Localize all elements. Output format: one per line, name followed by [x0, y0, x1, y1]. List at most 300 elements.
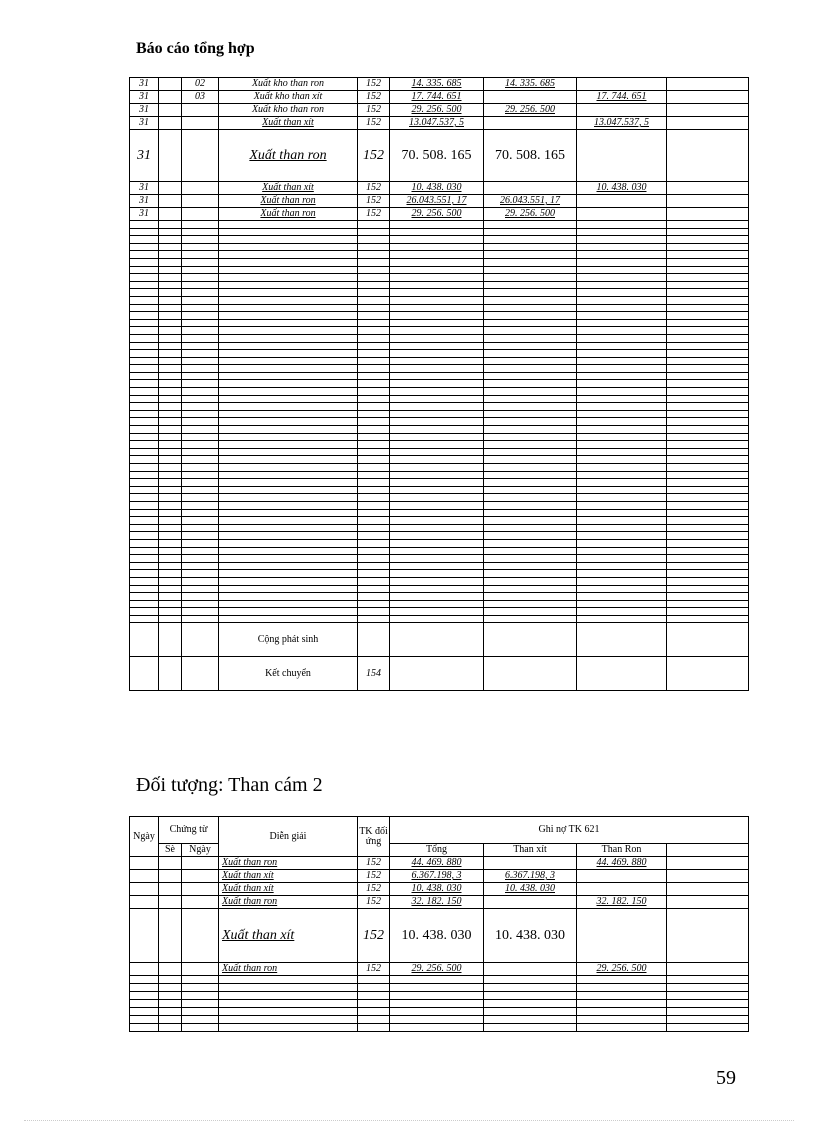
cell-so — [159, 78, 182, 91]
header-ghi-no: Ghi nợ TK 621 — [390, 817, 749, 844]
empty-cell — [484, 357, 577, 365]
cell-col2: 14. 335. 685 — [484, 78, 577, 91]
cell-ngay: 31 — [130, 78, 159, 91]
empty-cell — [667, 410, 749, 418]
empty-row — [130, 448, 749, 456]
empty-cell — [390, 251, 484, 259]
empty-row — [130, 236, 749, 244]
empty-cell — [667, 615, 749, 623]
empty-cell — [390, 433, 484, 441]
empty-row — [130, 312, 749, 320]
empty-cell — [159, 243, 182, 251]
cell-col4 — [667, 104, 749, 117]
empty-cell — [159, 657, 182, 691]
empty-cell — [484, 532, 577, 540]
empty-cell — [390, 365, 484, 373]
empty-cell — [159, 532, 182, 540]
cell-tk: 152 — [358, 896, 390, 909]
cell-col2: 29. 256. 500 — [484, 208, 577, 221]
empty-cell — [130, 479, 159, 487]
empty-cell — [577, 426, 667, 434]
empty-cell — [484, 1016, 577, 1024]
empty-cell — [182, 600, 219, 608]
cell-tong: 17. 744. 651 — [390, 91, 484, 104]
empty-cell — [390, 372, 484, 380]
cell-tk: 152 — [358, 883, 390, 896]
empty-cell — [577, 517, 667, 525]
empty-cell — [667, 976, 749, 984]
empty-cell — [182, 532, 219, 540]
empty-cell — [667, 464, 749, 472]
empty-cell — [484, 365, 577, 373]
empty-cell — [390, 289, 484, 297]
empty-cell — [577, 372, 667, 380]
empty-cell — [182, 593, 219, 601]
empty-row — [130, 486, 749, 494]
cell-ngay — [130, 857, 159, 870]
empty-cell — [159, 350, 182, 358]
empty-cell — [667, 289, 749, 297]
empty-cell — [390, 494, 484, 502]
cell-than-ron — [577, 883, 667, 896]
empty-row — [130, 342, 749, 350]
empty-cell — [484, 1008, 577, 1016]
empty-cell — [130, 281, 159, 289]
cell-ct-ngay — [182, 208, 219, 221]
empty-cell — [667, 251, 749, 259]
empty-cell — [358, 555, 390, 563]
empty-cell — [130, 441, 159, 449]
empty-cell — [358, 984, 390, 992]
empty-cell — [577, 395, 667, 403]
empty-cell — [219, 984, 358, 992]
empty-cell — [219, 562, 358, 570]
empty-cell — [390, 486, 484, 494]
empty-cell — [484, 570, 577, 578]
empty-cell — [130, 433, 159, 441]
cell-ct-ngay — [182, 104, 219, 117]
empty-cell — [159, 615, 182, 623]
empty-row — [130, 562, 749, 570]
cell-col4 — [667, 182, 749, 195]
empty-row — [130, 388, 749, 396]
table-row — [130, 909, 749, 963]
empty-cell — [390, 532, 484, 540]
empty-cell — [390, 281, 484, 289]
empty-cell — [358, 403, 390, 411]
cell-dien-giai: Xuất kho than ron — [219, 104, 358, 117]
empty-cell — [182, 984, 219, 992]
empty-cell — [219, 312, 358, 320]
empty-row — [130, 577, 749, 585]
empty-cell — [358, 577, 390, 585]
empty-cell — [130, 657, 159, 691]
empty-cell — [667, 547, 749, 555]
header-ngay-ct: Ngày — [182, 844, 219, 857]
empty-cell — [577, 418, 667, 426]
empty-row — [130, 479, 749, 487]
empty-cell — [159, 258, 182, 266]
empty-cell — [159, 274, 182, 282]
empty-cell — [390, 403, 484, 411]
empty-cell — [182, 433, 219, 441]
empty-cell — [667, 433, 749, 441]
empty-cell — [219, 426, 358, 434]
empty-cell — [484, 403, 577, 411]
empty-cell — [390, 501, 484, 509]
empty-cell — [130, 1024, 159, 1032]
empty-cell — [358, 992, 390, 1000]
empty-cell — [182, 274, 219, 282]
empty-cell — [390, 418, 484, 426]
cell-blank — [667, 870, 749, 883]
empty-cell — [577, 342, 667, 350]
empty-cell — [182, 251, 219, 259]
cell-ct-ngay — [182, 117, 219, 130]
empty-cell — [358, 258, 390, 266]
empty-cell — [484, 433, 577, 441]
empty-cell — [130, 555, 159, 563]
cell-so — [159, 182, 182, 195]
empty-cell — [484, 555, 577, 563]
empty-cell — [577, 539, 667, 547]
empty-row — [130, 441, 749, 449]
empty-cell — [159, 570, 182, 578]
empty-cell — [484, 976, 577, 984]
empty-cell — [219, 1016, 358, 1024]
empty-cell — [219, 976, 358, 984]
empty-cell — [182, 281, 219, 289]
empty-cell — [182, 334, 219, 342]
empty-cell — [182, 547, 219, 555]
empty-cell — [219, 243, 358, 251]
empty-cell — [577, 555, 667, 563]
empty-cell — [390, 992, 484, 1000]
empty-cell — [577, 501, 667, 509]
empty-cell — [130, 296, 159, 304]
empty-row — [130, 327, 749, 335]
cell-ngay: 31 — [130, 182, 159, 195]
empty-cell — [667, 657, 749, 691]
cell-col2: 26.043.551, 17 — [484, 195, 577, 208]
cell-col3: 13.047.537, 5 — [577, 117, 667, 130]
empty-cell — [484, 327, 577, 335]
empty-cell — [484, 410, 577, 418]
empty-cell — [182, 380, 219, 388]
empty-cell — [159, 327, 182, 335]
empty-cell — [667, 984, 749, 992]
cell-col4 — [667, 130, 749, 182]
empty-cell — [182, 608, 219, 616]
empty-cell — [130, 976, 159, 984]
empty-cell — [219, 281, 358, 289]
cell-dien-giai: Xuất than ron — [219, 857, 358, 870]
empty-cell — [358, 365, 390, 373]
empty-cell — [182, 464, 219, 472]
empty-cell — [667, 555, 749, 563]
empty-cell — [390, 304, 484, 312]
empty-cell — [130, 608, 159, 616]
empty-cell — [219, 992, 358, 1000]
empty-cell — [159, 289, 182, 297]
cell-dien-giai: Xuất kho than ron — [219, 78, 358, 91]
empty-cell — [219, 372, 358, 380]
empty-cell — [484, 418, 577, 426]
empty-cell — [577, 441, 667, 449]
cell-ct-ngay — [182, 909, 219, 963]
cell-blank — [667, 963, 749, 976]
cell-tong: 32. 182. 150 — [390, 896, 484, 909]
empty-cell — [484, 585, 577, 593]
empty-cell — [667, 585, 749, 593]
empty-cell — [159, 1024, 182, 1032]
empty-cell — [219, 228, 358, 236]
cell-ct-ngay — [182, 182, 219, 195]
empty-cell — [182, 1024, 219, 1032]
empty-cell — [390, 243, 484, 251]
empty-cell — [390, 342, 484, 350]
empty-cell — [390, 426, 484, 434]
empty-cell — [667, 334, 749, 342]
empty-cell — [358, 418, 390, 426]
empty-cell — [219, 585, 358, 593]
empty-cell — [159, 471, 182, 479]
empty-cell — [130, 593, 159, 601]
cell-than-xit: 6.367.198, 3 — [484, 870, 577, 883]
cell-dien-giai: Xuất than ron — [219, 130, 358, 182]
empty-cell — [219, 547, 358, 555]
empty-cell — [130, 992, 159, 1000]
cell-so — [159, 104, 182, 117]
empty-cell — [667, 403, 749, 411]
empty-cell — [667, 494, 749, 502]
empty-cell — [159, 456, 182, 464]
empty-cell — [182, 357, 219, 365]
empty-cell — [182, 395, 219, 403]
empty-cell — [484, 593, 577, 601]
empty-cell — [667, 600, 749, 608]
cell-dien-giai: Xuất than ron — [219, 208, 358, 221]
empty-cell — [219, 524, 358, 532]
empty-row — [130, 403, 749, 411]
empty-cell — [358, 562, 390, 570]
empty-row — [130, 517, 749, 525]
empty-cell — [390, 657, 484, 691]
cell-so — [159, 883, 182, 896]
empty-cell — [130, 380, 159, 388]
empty-cell — [577, 1008, 667, 1016]
empty-cell — [577, 357, 667, 365]
empty-row — [130, 615, 749, 623]
empty-cell — [130, 327, 159, 335]
empty-cell — [358, 319, 390, 327]
empty-cell — [130, 395, 159, 403]
cell-tk: 152 — [358, 195, 390, 208]
empty-cell — [182, 448, 219, 456]
cell-ngay — [130, 870, 159, 883]
page-number: 59 — [716, 1067, 736, 1089]
empty-cell — [577, 319, 667, 327]
empty-cell — [219, 334, 358, 342]
empty-cell — [219, 410, 358, 418]
empty-cell — [577, 976, 667, 984]
empty-cell — [667, 228, 749, 236]
cell-col2: 70. 508. 165 — [484, 130, 577, 182]
cell-than-ron: 44. 469. 880 — [577, 857, 667, 870]
empty-cell — [390, 509, 484, 517]
header-chung-tu: Chứng từ — [159, 817, 219, 844]
empty-cell — [159, 304, 182, 312]
empty-cell — [358, 350, 390, 358]
table-row — [130, 870, 749, 883]
empty-cell — [577, 623, 667, 657]
empty-cell — [390, 593, 484, 601]
empty-cell — [182, 539, 219, 547]
empty-cell — [182, 486, 219, 494]
empty-cell — [159, 577, 182, 585]
empty-row — [130, 539, 749, 547]
empty-cell — [484, 517, 577, 525]
empty-cell — [219, 608, 358, 616]
empty-row — [130, 289, 749, 297]
empty-cell — [577, 615, 667, 623]
cell-than-ron — [577, 909, 667, 963]
empty-cell — [358, 486, 390, 494]
empty-cell — [358, 388, 390, 396]
section-title: Đối tượng: Than cám 2 — [136, 774, 323, 796]
empty-row — [130, 1000, 749, 1008]
empty-cell — [484, 388, 577, 396]
empty-cell — [577, 312, 667, 320]
empty-cell — [159, 585, 182, 593]
empty-cell — [484, 984, 577, 992]
empty-cell — [159, 509, 182, 517]
empty-cell — [577, 600, 667, 608]
cell-blank — [667, 857, 749, 870]
empty-cell — [130, 342, 159, 350]
empty-cell — [667, 1008, 749, 1016]
empty-cell — [219, 501, 358, 509]
empty-cell — [358, 289, 390, 297]
empty-cell — [577, 657, 667, 691]
empty-cell — [130, 243, 159, 251]
empty-cell — [130, 464, 159, 472]
empty-cell — [130, 289, 159, 297]
empty-cell — [667, 562, 749, 570]
cell-ngay — [130, 909, 159, 963]
cell-col2: 29. 256. 500 — [484, 104, 577, 117]
cell-ct-ngay — [182, 857, 219, 870]
empty-cell — [484, 221, 577, 229]
cell-ngay: 31 — [130, 117, 159, 130]
empty-cell — [130, 494, 159, 502]
empty-cell — [130, 1000, 159, 1008]
cell-tong: 10. 438. 030 — [390, 909, 484, 963]
table-row — [130, 883, 749, 896]
empty-cell — [130, 456, 159, 464]
empty-cell — [130, 471, 159, 479]
empty-cell — [182, 266, 219, 274]
cell-ngay — [130, 963, 159, 976]
header-than-xit: Than xít — [484, 844, 577, 857]
empty-cell — [577, 380, 667, 388]
empty-cell — [358, 357, 390, 365]
cell-tk: 152 — [358, 870, 390, 883]
empty-cell — [358, 441, 390, 449]
empty-row — [130, 418, 749, 426]
empty-row — [130, 494, 749, 502]
table-row — [130, 195, 749, 208]
empty-cell — [577, 456, 667, 464]
empty-cell — [577, 570, 667, 578]
header-ngay: Ngày — [130, 817, 159, 857]
empty-cell — [358, 221, 390, 229]
empty-cell — [667, 258, 749, 266]
empty-cell — [667, 357, 749, 365]
empty-row — [130, 984, 749, 992]
table-row — [130, 117, 749, 130]
empty-cell — [182, 319, 219, 327]
cell-tong: 44. 469. 880 — [390, 857, 484, 870]
cell-ct-ngay — [182, 896, 219, 909]
empty-cell — [577, 448, 667, 456]
ket-chuyen-label: Kết chuyển — [219, 657, 358, 691]
empty-cell — [159, 517, 182, 525]
empty-cell — [390, 319, 484, 327]
cell-than-xit — [484, 857, 577, 870]
empty-cell — [667, 570, 749, 578]
empty-cell — [219, 350, 358, 358]
empty-cell — [390, 236, 484, 244]
empty-cell — [484, 577, 577, 585]
empty-cell — [484, 448, 577, 456]
empty-cell — [159, 388, 182, 396]
empty-cell — [484, 623, 577, 657]
table-row — [130, 208, 749, 221]
empty-cell — [182, 456, 219, 464]
empty-cell — [484, 426, 577, 434]
empty-cell — [390, 221, 484, 229]
empty-cell — [484, 312, 577, 320]
cell-tk: 152 — [358, 963, 390, 976]
table-row — [130, 963, 749, 976]
empty-cell — [667, 342, 749, 350]
empty-cell — [130, 365, 159, 373]
empty-cell — [159, 319, 182, 327]
empty-cell — [130, 984, 159, 992]
empty-cell — [484, 608, 577, 616]
empty-cell — [484, 395, 577, 403]
empty-cell — [390, 380, 484, 388]
empty-cell — [159, 312, 182, 320]
empty-row — [130, 228, 749, 236]
empty-cell — [219, 555, 358, 563]
empty-row — [130, 501, 749, 509]
cell-than-ron — [577, 870, 667, 883]
empty-row — [130, 380, 749, 388]
empty-cell — [577, 471, 667, 479]
cell-dien-giai: Xuất than ron — [219, 195, 358, 208]
empty-cell — [358, 372, 390, 380]
empty-cell — [182, 615, 219, 623]
empty-cell — [390, 547, 484, 555]
empty-cell — [130, 562, 159, 570]
report-heading: Báo cáo tổng hợp — [136, 40, 255, 57]
empty-cell — [182, 509, 219, 517]
cell-blank — [667, 883, 749, 896]
empty-cell — [358, 615, 390, 623]
empty-cell — [219, 296, 358, 304]
